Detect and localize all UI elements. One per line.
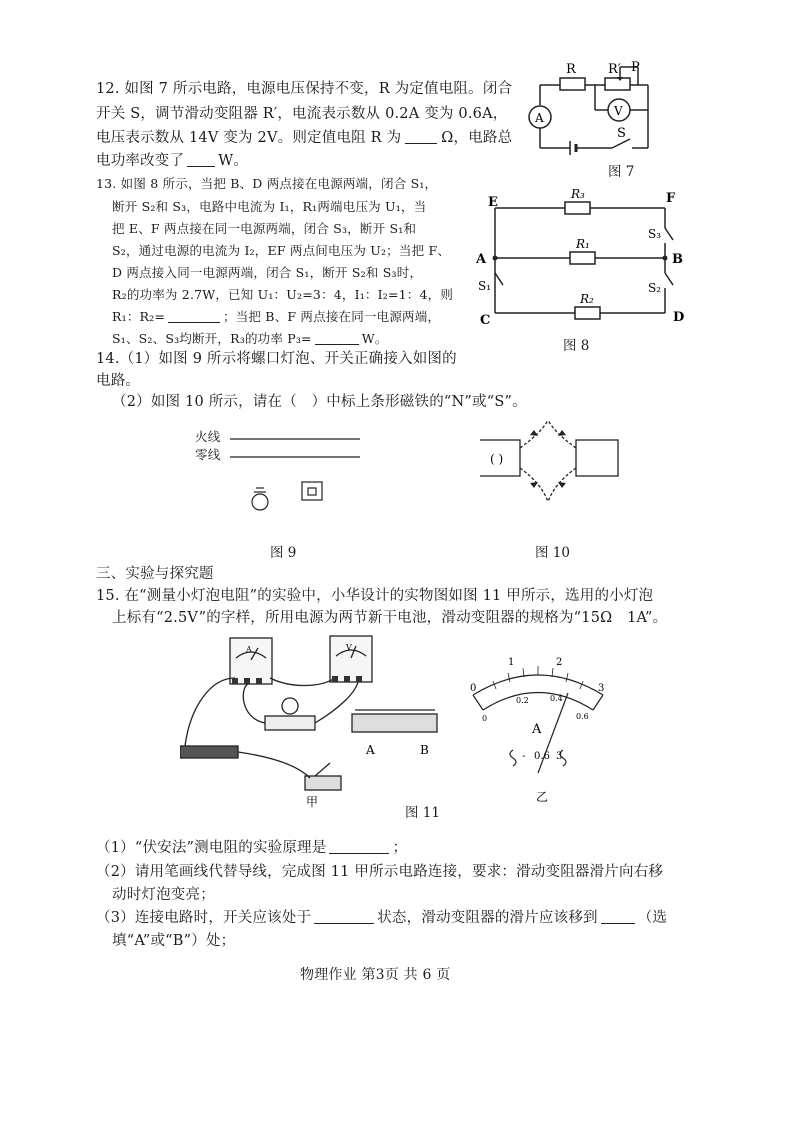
figure-9-wiring bbox=[230, 430, 370, 520]
q13-line4: S₂，通过电源的电流为 I₂，EF 两点间电压为 U₂；当把 F、 bbox=[112, 243, 451, 258]
fig8-label-r3: R₃ bbox=[571, 188, 585, 201]
dial-zero-label: 0 bbox=[470, 683, 477, 694]
rheostat-label-b: B bbox=[420, 743, 429, 757]
q15-sub3-line2: 填“A”或“B”）处； bbox=[112, 933, 236, 949]
fig10-paren[interactable]: ( ) bbox=[490, 452, 504, 466]
ammeter-icon: A bbox=[246, 645, 252, 654]
answer-blank[interactable] bbox=[329, 839, 389, 854]
fig9-live-label: 火线 bbox=[195, 429, 221, 444]
figure-11-yi-ammeter-dial bbox=[458, 655, 618, 805]
dial-scale-top-1: 1 bbox=[508, 657, 515, 668]
fig8-label-s3: S₃ bbox=[648, 227, 662, 241]
figure-11-jia-apparatus bbox=[180, 628, 450, 808]
dial-scale-bottom-2: 0.4 bbox=[550, 694, 563, 703]
figure-8-circuit bbox=[470, 188, 690, 328]
dial-scale-bottom-3: 0.6 bbox=[576, 712, 589, 721]
dial-letter: A bbox=[532, 722, 542, 737]
q13-line6: R₂的功率为 2.7W，已知 U₁：U₂=3：4，I₁：I₂=1：4，则 bbox=[112, 287, 454, 302]
q13-line8-unit: W。 bbox=[361, 331, 388, 346]
q15-sub3-text: （3）连接电路时，开关应该处于 bbox=[96, 910, 312, 926]
fig9-neutral-label: 零线 bbox=[195, 447, 221, 462]
q13-line8 bbox=[112, 329, 387, 349]
q15-sub1 bbox=[96, 838, 407, 858]
fig8-label-e: E bbox=[488, 195, 498, 210]
fig7-label-p: P bbox=[631, 60, 640, 75]
answer-blank[interactable] bbox=[314, 909, 374, 924]
dial-scale-top-2: 2 bbox=[556, 657, 563, 668]
terminal-0-6: 0.6 bbox=[534, 751, 550, 762]
q12-line1: 12. 如图 7 所示电路，电源电压保持不变，R 为定值电阻。闭合 bbox=[96, 81, 513, 97]
fig7-label-s: S bbox=[617, 126, 626, 141]
q12-line4-unit: W。 bbox=[218, 153, 249, 169]
q14-line3: （2）如图 10 所示，请在（ ）中标上条形磁铁的“N”或“S”。 bbox=[112, 394, 527, 410]
answer-blank[interactable] bbox=[168, 308, 220, 323]
q13-line8-text: S₁、S₂、S₃均断开，R₃的功率 P₃= bbox=[112, 331, 312, 346]
fig7-label-rp: R′ bbox=[608, 62, 621, 77]
q13-line7-rest: ；当把 B、F 两点接在同一电源两端， bbox=[223, 309, 441, 324]
fig7-caption: 图 7 bbox=[608, 164, 635, 180]
fig8-caption: 图 8 bbox=[563, 338, 590, 354]
q15-sub3-end: （选 bbox=[637, 910, 668, 926]
q12-line2: 开关 S，调节滑动变阻器 R′，电流表示数从 0.2A 变为 0.6A， bbox=[96, 106, 508, 122]
q14-line1: 14.（1）如图 9 所示将螺口灯泡、开关正确接入如图的 bbox=[96, 351, 457, 367]
figure-7-circuit bbox=[520, 55, 660, 175]
rheostat-label-a: A bbox=[366, 743, 375, 757]
dial-scale-bottom-1: 0.2 bbox=[516, 696, 529, 705]
fig11-yi-label: 乙 bbox=[536, 790, 549, 804]
voltmeter-icon: V bbox=[614, 104, 623, 118]
q13-line5: D 两点接入同一电源两端，闭合 S₁，断开 S₂和 S₃时， bbox=[112, 265, 423, 280]
q13-line7-text: R₁：R₂= bbox=[112, 309, 166, 324]
fig7-label-r: R bbox=[566, 62, 576, 77]
answer-blank[interactable] bbox=[405, 129, 437, 144]
q14-line2: 电路。 bbox=[96, 373, 141, 389]
fig8-label-b: B bbox=[672, 252, 683, 267]
terminal-3: 3 bbox=[556, 751, 563, 762]
fig8-label-f: F bbox=[666, 191, 676, 206]
fig8-label-a: A bbox=[476, 252, 487, 267]
q13-line2: 断开 S₂和 S₃，电路中电流为 I₁，R₁两端电压为 U₁，当 bbox=[112, 199, 427, 214]
dial-scale-top-3: 3 bbox=[598, 683, 605, 694]
figure-10-magnets bbox=[480, 418, 630, 510]
fig8-label-s2: S₂ bbox=[648, 281, 662, 295]
fig8-label-c: C bbox=[480, 313, 491, 328]
q15-sub2-line1: （2）请用笔画线代替导线，完成图 11 甲所示电路连接，要求：滑动变阻器滑片向右移 bbox=[96, 864, 664, 880]
dial-scale-bottom-0: 0 bbox=[482, 714, 488, 723]
q15-line1: 15. 在“测量小灯泡电阻”的实验中，小华设计的实物图如图 11 甲所示，选用的小灯泡 bbox=[96, 588, 654, 604]
fig9-caption: 图 9 bbox=[270, 545, 297, 561]
fig11-caption: 图 11 bbox=[405, 805, 440, 821]
q12-line4 bbox=[96, 151, 248, 171]
answer-blank[interactable] bbox=[187, 152, 215, 167]
q12-line3-unit: Ω，电路总 bbox=[441, 130, 513, 146]
q12-line3-text: 电压表示数从 14V 变为 2V。则定值电阻 R 为 bbox=[96, 130, 402, 146]
q13-line7 bbox=[112, 307, 440, 327]
fig8-label-r1: R₁ bbox=[576, 237, 590, 251]
page-footer: 物理作业 第3页 共 6 页 bbox=[300, 967, 451, 983]
q15-sub3-line1 bbox=[96, 908, 667, 928]
q15-sub1-end: ； bbox=[392, 840, 408, 856]
answer-blank[interactable] bbox=[315, 330, 359, 345]
q15-sub1-text: （1）“伏安法”测电阻的实验原理是 bbox=[96, 840, 327, 856]
fig8-label-r2: R₂ bbox=[580, 292, 594, 306]
q12-line3 bbox=[96, 128, 512, 148]
terminal-minus: - bbox=[522, 751, 526, 762]
q12-line4-text: 电功率改变了 bbox=[96, 153, 185, 169]
section-title: 三、实验与探究题 bbox=[96, 566, 214, 582]
fig8-label-s1: S₁ bbox=[478, 279, 492, 293]
voltmeter-icon: V bbox=[346, 643, 352, 652]
ammeter-icon: A bbox=[535, 111, 544, 125]
q15-line2: 上标有“2.5V”的字样，所用电源为两节新干电池，滑动变阻器的规格为“15Ω 1A”。 bbox=[112, 610, 668, 626]
answer-blank[interactable] bbox=[601, 909, 635, 924]
q15-sub3-mid: 状态，滑动变阻器的滑片应该移到 bbox=[377, 910, 598, 926]
fig8-label-d: D bbox=[673, 310, 685, 325]
q13-line3: 把 E、F 两点接在同一电源两端，闭合 S₃，断开 S₁和 bbox=[112, 221, 417, 236]
q15-sub2-line2: 动时灯泡变亮； bbox=[112, 887, 215, 903]
q13-line1: 13. 如图 8 所示，当把 B、D 两点接在电源两端，闭合 S₁， bbox=[96, 176, 438, 191]
fig11-jia-label: 甲 bbox=[306, 795, 319, 808]
fig10-caption: 图 10 bbox=[535, 545, 570, 561]
